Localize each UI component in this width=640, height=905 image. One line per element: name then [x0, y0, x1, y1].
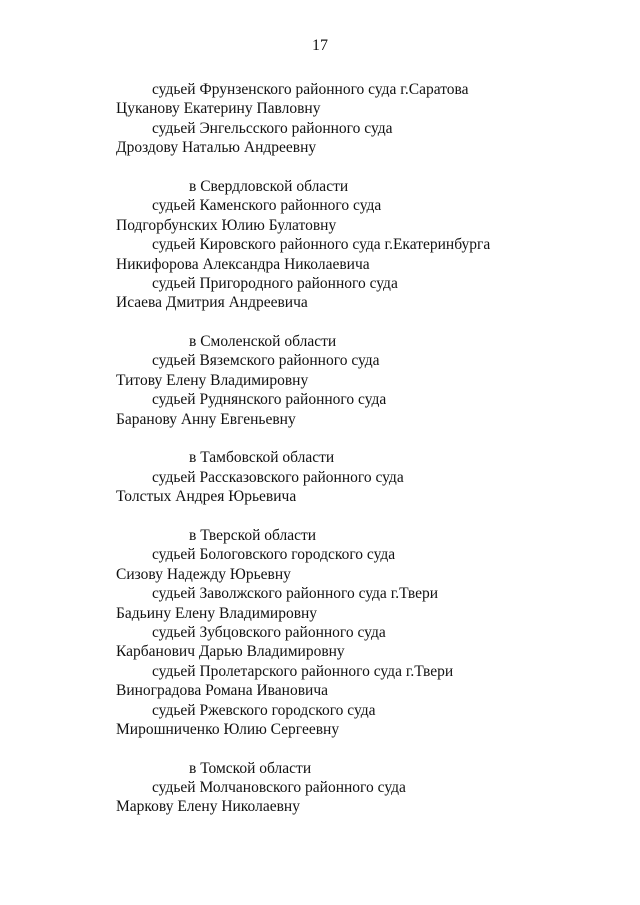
judge-name-line: Дроздову Наталью Андреевну	[116, 139, 317, 157]
court-appointment-line: судьей Молчановского районного суда	[152, 779, 406, 797]
court-appointment-line: судьей Бологовского городского суда	[152, 546, 396, 564]
document-body	[0, 80, 640, 817]
section-gap	[0, 158, 640, 177]
court-appointment-line: судьей Вяземского районного суда	[152, 352, 380, 370]
region-heading: в Тамбовской области	[189, 449, 335, 467]
judge-name-line: Толстых Андрея Юрьевича	[116, 488, 297, 506]
section-gap	[0, 313, 640, 332]
region-heading: в Свердловской области	[189, 177, 349, 195]
judge-name-line: Виноградова Романа Ивановича	[116, 682, 329, 700]
court-appointment-line: судьей Руднянского районного суда	[152, 391, 387, 409]
court-appointment-line: судьей Ржевского городского суда	[152, 701, 376, 719]
judge-name-line: Мирошниченко Юлию Сергеевну	[116, 720, 340, 738]
judge-name-line: Никифорова Александра Николаевича	[116, 255, 370, 273]
court-appointment-line: судьей Рассказовского районного суда	[152, 468, 404, 486]
section-gap	[0, 429, 640, 448]
judge-name-line: Карбанович Дарью Владимировну	[116, 643, 345, 661]
judge-name-line: Цуканову Екатерину Павловну	[116, 100, 321, 118]
court-appointment-line: судьей Зубцовского районного суда	[152, 623, 386, 641]
court-appointment-line: судьей Каменского районного суда	[152, 197, 382, 215]
court-appointment-line: судьей Пролетарского районного суда г.Твери	[152, 662, 454, 680]
region-heading: в Тверской области	[189, 526, 317, 544]
section-gap	[0, 507, 640, 526]
court-appointment-line: судьей Кировского районного суда г.Екатеринбурга	[152, 236, 491, 254]
section-gap	[0, 739, 640, 758]
judge-name-line: Исаева Дмитрия Андреевича	[116, 294, 308, 312]
court-appointment-line: судьей Пригородного районного суда	[152, 274, 398, 292]
region-heading: в Смоленской области	[189, 333, 337, 351]
region-heading: в Томской области	[189, 759, 312, 777]
judge-name-line: Бадьину Елену Владимировну	[116, 604, 318, 622]
page-number: 17	[312, 37, 328, 54]
judge-name-line: Подгорбунских Юлию Булатовну	[116, 216, 337, 234]
judge-name-line: Маркову Елену Николаевну	[116, 798, 300, 816]
judge-name-line: Сизову Надежду Юрьевну	[116, 565, 291, 583]
judge-name-line: Баранову Анну Евгеньевну	[116, 410, 296, 428]
judge-name-line: Титову Елену Владимировну	[116, 371, 309, 389]
court-appointment-line: судьей Заволжского районного суда г.Твери	[152, 585, 439, 603]
court-appointment-line: судьей Энгельсского районного суда	[152, 119, 393, 137]
court-appointment-line: судьей Фрунзенского районного суда г.Саратова	[152, 81, 469, 98]
